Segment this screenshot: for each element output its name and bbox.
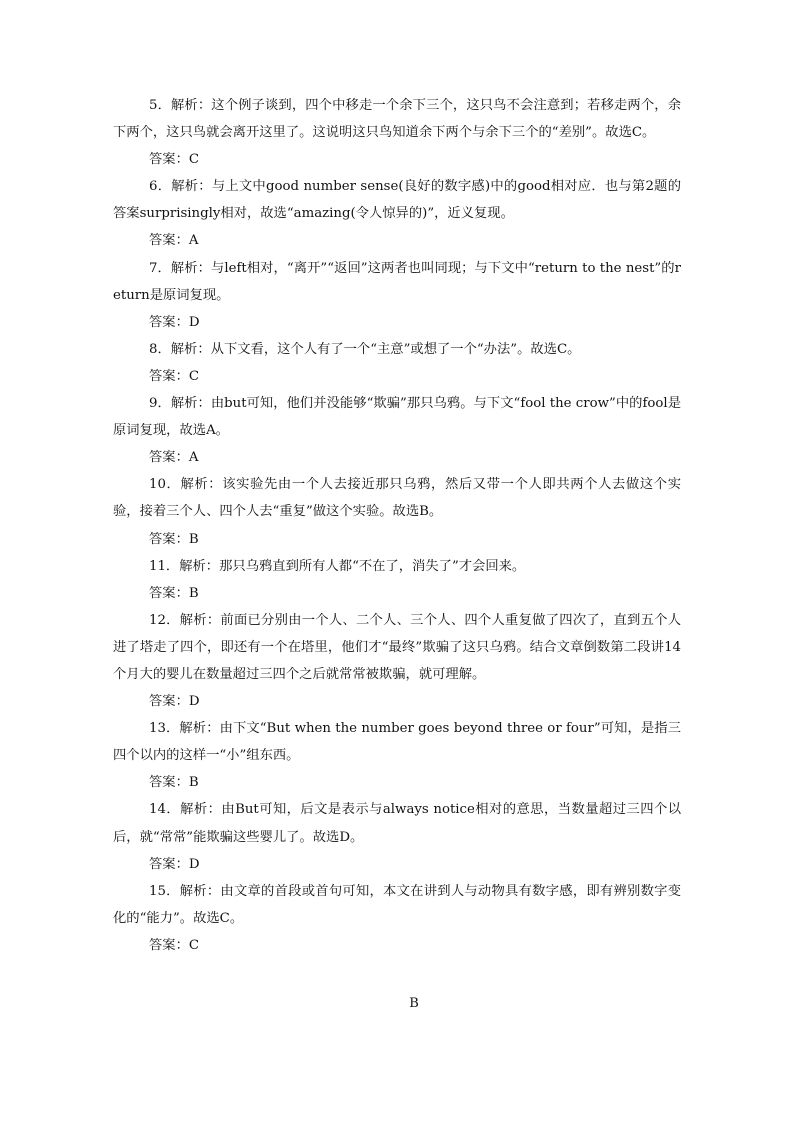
answer-11: 答案：B [149, 585, 199, 601]
answer-key [113, 92, 681, 959]
answer-7: 答案：D [149, 314, 200, 330]
analysis-5: 5．解析：这个例子谈到，四个中移走一个余下三个，这只鸟不会注意到；若移走两个，余下两个，这只鸟就会离开这里了。这说明这只鸟知道余下两个与余下三个的“差别”。故选C。 [113, 98, 681, 141]
answer-14: 答案：D [149, 856, 200, 872]
analysis-10: 10．解析：该实验先由一个人去接近那只乌鸦，然后又带一个人即共两个人去做这个实验，接着三个人、四个人去“重复”做这个实验。故选B。 [113, 477, 681, 520]
answer-9: 答案：A [149, 450, 199, 466]
analysis-15: 15．解析：由文章的首段或首句可知，本文在讲到人与动物具有数字感，即有辨别数字变化的“能力”。故选C。 [113, 883, 681, 926]
analysis-9: 9．解析：由but可知，他们并没能够“欺骗”那只乌鸦。与下文“fool the crow”中的fool是原词复现，故选A。 [113, 396, 681, 439]
analysis-8: 8．解析：从下文看，这个人有了一个“主意”或想了一个“办法”。故选C。 [149, 341, 581, 357]
analysis-12: 12．解析：前面已分别由一个人、二个人、三个人、四个人重复做了四次了，直到五个人进了塔走了四个，即还有一个在塔里，他们才“最终”欺骗了这只乌鸦。结合文章倒数第二段讲14个月大的婴儿在数量超过三四个之后就常常被欺骗，就可理解。 [113, 612, 681, 682]
answer-8: 答案：C [149, 368, 200, 384]
analysis-6: 6．解析：与上文中good number sense(良好的数字感)中的good相对应．也与第2题的答案surprisingly相对，故选“amazing(令人惊异的)”，近义复现。 [113, 179, 681, 222]
analysis-14: 14．解析：由But可知，后文是表示与always notice相对的意思，当数量超过三四个以后，就“常常”能欺骗这些婴儿了。故选D。 [113, 802, 681, 845]
answer-15: 答案：C [149, 937, 200, 953]
analysis-13: 13．解析：由下文“But when the number goes beyond three or four”可知，是指三四个以内的这样一“小”组东西。 [113, 721, 681, 764]
answer-13: 答案：B [149, 775, 199, 791]
answer-12: 答案：D [149, 694, 200, 710]
page-footer: B [409, 996, 419, 1011]
answer-5: 答案：C [149, 152, 200, 168]
analysis-11: 11．解析：那只乌鸦直到所有人都“不在了，消失了”才会回来。 [149, 558, 526, 574]
analysis-7: 7．解析：与left相对，“离开”“返回”这两者也叫同现；与下文中“return to the nest”的return是原词复现。 [113, 260, 681, 303]
answer-6: 答案：A [149, 233, 199, 249]
answer-10: 答案：B [149, 531, 199, 547]
